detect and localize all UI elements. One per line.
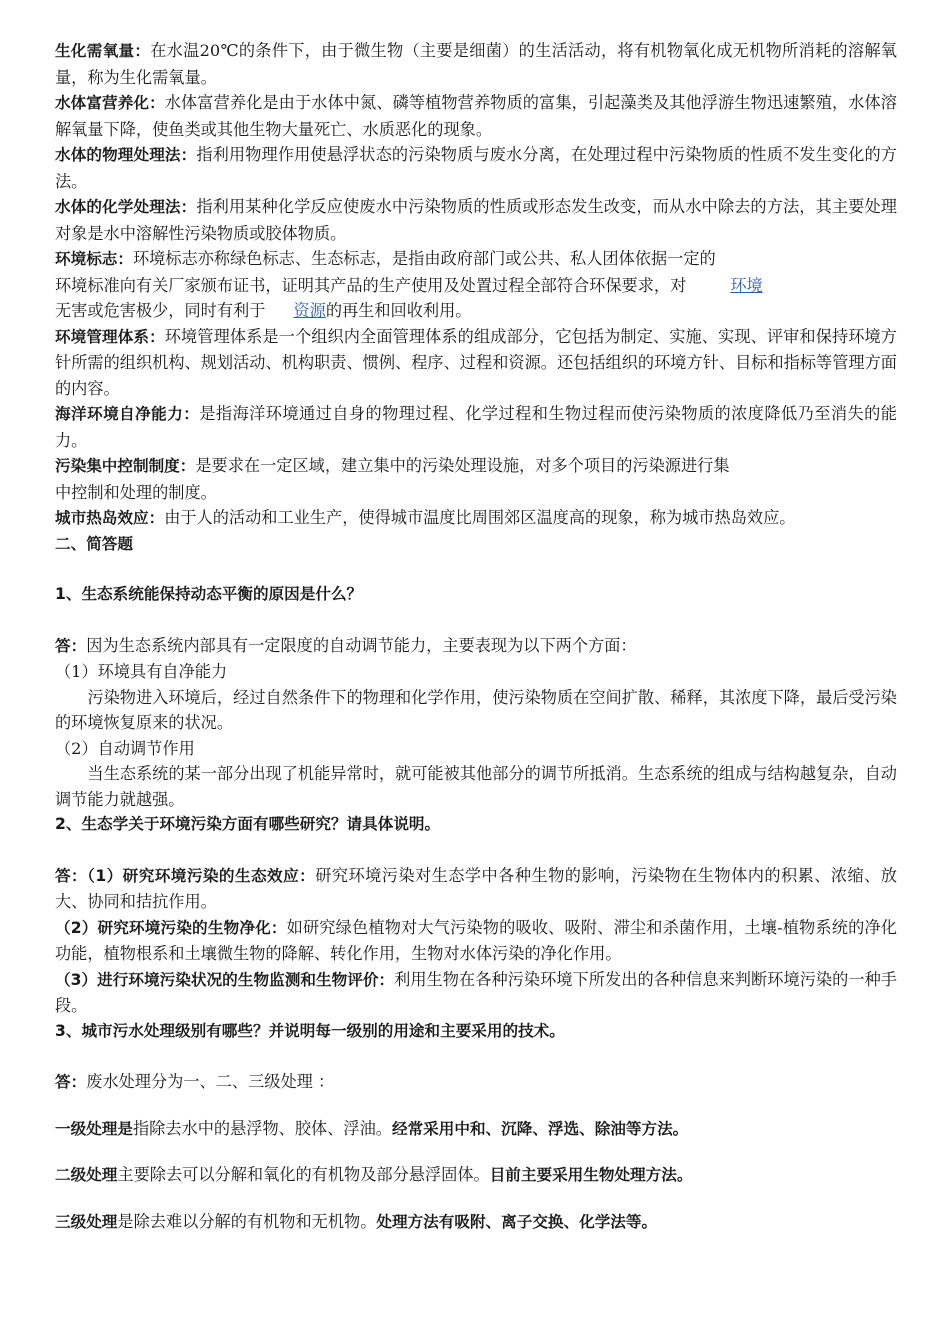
document-page	[55, 38, 897, 1235]
definition-ems: 环境管理体系：环境管理体系是一个组织内全面管理体系的组成部分，它包括为制定、实施、实现、评审和保持环境方针所需的组织机构、规划活动、机构职责、惯例、程序、过程和资源。还包括组织的环境方针、目标和指标等管理方面的内容。	[55, 326, 897, 398]
answer-label: 答：	[55, 1073, 87, 1091]
definition-chemical-treatment: 水体的化学处理法：指利用某种化学反应使废水中污染物质的性质或形态发生改变，而从水中除去的方法，其主要处理对象是水中溶解性污染物质或胶体物质。	[55, 197, 897, 243]
level-method: 经常采用中和、沉降、浮选、除油等方法。	[391, 1119, 689, 1138]
item-text: 研究环境污染对生态学中各种生物的影响，污染物在生物体内的积累、浓缩、放大、协同和拮抗作用。	[55, 865, 897, 911]
definition-text-line3a: 无害或危害极少，同时有利于	[55, 301, 266, 320]
term-label: 城市热岛效应	[55, 509, 149, 527]
definition-text: 指利用物理作用使悬浮状态的污染物质与废水分离，在处理过程中污染物质的性质不发生变化的方法。	[55, 145, 897, 191]
link-resource[interactable]: 资源	[293, 301, 326, 320]
question-3: 3、城市污水处理级别有哪些？并说明每一级别的用途和主要采用的技术。	[55, 1021, 565, 1040]
answer-1-point2-title: （2）自动调节作用	[55, 738, 195, 758]
definition-text: 环境管理体系是一个组织内全面管理体系的组成部分，它包括为制定、实施、实现、评审和保持环境方针所需的组织机构、规划活动、机构职责、惯例、程序、过程和资源。还包括组织的环境方针、目标和指标等管理方面的内容。	[55, 326, 897, 398]
definition-physical-treatment: 水体的物理处理法：指利用物理作用使悬浮状态的污染物质与废水分离，在处理过程中污染物质的性质不发生变化的方法。	[55, 145, 897, 191]
item-title: （1）研究环境污染的生态效应：	[87, 866, 316, 885]
item-title: （3）进行环境污染状况的生物监测和生物评价：	[55, 970, 395, 989]
definition-text: 是指海洋环境通过自身的物理过程、化学过程和生物过程而使污染物质的浓度降低乃至消失的能力。	[55, 404, 897, 450]
answer-label: 答：	[55, 866, 88, 885]
item-text: 如研究绿色植物对大气污染物的吸收、吸附、滞尘和杀菌作用，土壤-植物系统的净化功能，植物根系和土壤微生物的降解、转化作用，生物对水体污染的净化作用。	[55, 917, 897, 963]
level-text: 主要除去可以分解和氧化的有机物及部分悬浮固体。	[117, 1165, 490, 1184]
definition-bod: 生化需氧量：在水温20℃的条件下，由于微生物（主要是细菌）的生活活动，将有机物氧化成无机物所消耗的溶解氧量，称为生化需氧量。	[55, 41, 897, 87]
definition-text-line2: 中控制和处理的制度。	[55, 482, 217, 502]
level-method: 处理方法有吸附、离子交换、化学法等。	[376, 1212, 658, 1231]
link-environment[interactable]: 环境	[730, 275, 763, 295]
definition-heat-island: 城市热岛效应：由于人的活动和工业生产，使得城市温度比周围郊区温度高的现象，称为城市热岛效应。	[55, 508, 796, 527]
term-label: 环境标志	[55, 250, 118, 268]
level-text: 是除去难以分解的有机物和无机物。	[117, 1211, 377, 1231]
definition-text: 指利用某种化学反应使废水中污染物质的性质或形态发生改变，而从水中除去的方法，其主要处理对象是水中溶解性污染物质或胶体物质。	[55, 197, 897, 243]
answer-2-item3	[55, 967, 897, 1019]
answer-3-level2	[55, 1162, 897, 1189]
definition-text-line1: 是要求在一定区域，建立集中的污染处理设施，对多个项目的污染源进行集	[195, 456, 730, 475]
answer-text: 废水处理分为一、二、三级处理 ：	[86, 1072, 335, 1091]
term-label: 水体的化学处理法	[55, 198, 181, 216]
answer-2-item1	[55, 863, 897, 915]
definition-centralized-control: 污染集中控制制度：是要求在一定区域，建立集中的污染处理设施，对多个项目的污染源进行集 中控制和处理的制度。	[55, 453, 897, 505]
term-label: 污染集中控制制度	[55, 457, 180, 475]
section-title: 二、简答题	[55, 534, 133, 553]
answer-1-point1-text: 污染物进入环境后，经过自然条件下的物理和化学作用，使污染物质在空间扩散、稀释，其浓度下降，最后受污染的环境恢复原来的状况。	[55, 687, 897, 732]
definition-eco-label: 环境标志：环境标志亦称绿色标志、生态标志，是指由政府部门或公共、私人团体依据一定的 环境标准向有关厂家颁布证书，证明其产品的生产使用及处置过程全部符合环保要求，对 环境 无害或危害极少，同时有利于 资源的再生和回收利用。	[55, 249, 763, 320]
definition-text-line1: 环境标志亦称绿色标志、生态标志，是指由政府部门或公共、私人团体依据一定的	[133, 249, 716, 268]
answer-3-level3	[55, 1209, 897, 1236]
term-label: 水体富营养化	[55, 94, 150, 112]
definition-ocean-self-purification: 海洋环境自净能力：是指海洋环境通过自身的物理过程、化学过程和生物过程而使污染物质的浓度降低乃至消失的能力。	[55, 404, 897, 450]
definition-text: 由于人的活动和工业生产，使得城市温度比周围郊区温度高的现象，称为城市热岛效应。	[164, 508, 796, 527]
term-label: 环境管理体系	[55, 327, 150, 346]
level-text: 指除去水中的悬浮物、胶体、浮油。	[132, 1118, 392, 1138]
answer-label: 答：	[55, 636, 87, 655]
definition-text-line3b: 的再生和回收利用。	[325, 301, 472, 320]
term-label: 水体的物理处理法	[55, 146, 181, 164]
definition-text: 水体富营养化是由于水体中氮、磷等植物营养物质的富集，引起藻类及其他浮游生物迅速繁殖，水体溶解氧量下降，使鱼类或其他生物大量死亡、水质恶化的现象。	[55, 93, 897, 139]
question-2: 2、生态学关于环境污染方面有哪些研究？请具体说明。	[55, 815, 441, 833]
answer-3-intro	[55, 1069, 897, 1096]
answer-1-point2-text: 当生态系统的某一部分出现了机能异常时，就可能被其他部分的调节所抵消。生态系统的组成与结构越复杂，自动调节能力就越强。	[55, 764, 897, 809]
question-1: 1、生态系统能保持动态平衡的原因是什么？	[55, 585, 363, 603]
item-title: （2）研究环境污染的生物净化：	[55, 918, 287, 937]
level-name: 二级处理	[55, 1166, 118, 1184]
answer-3-level1	[55, 1116, 897, 1143]
answer-text: 因为生态系统内部具有一定限度的自动调节能力，主要表现为以下两个方面：	[86, 635, 637, 655]
level-name: 一级处理是	[55, 1119, 133, 1138]
definition-eutrophication: 水体富营养化：水体富营养化是由于水体中氮、磷等植物营养物质的富集，引起藻类及其他浮游生物迅速繁殖，水体溶解氧量下降，使鱼类或其他生物大量死亡、水质恶化的现象。	[55, 93, 897, 139]
answer-2-item2	[55, 915, 897, 967]
answer-1-intro	[55, 633, 897, 660]
level-name: 三级处理	[55, 1212, 118, 1231]
definition-text: 在水温20℃的条件下，由于微生物（主要是细菌）的生活活动，将有机物氧化成无机物所消耗的溶解氧量，称为生化需氧量。	[55, 41, 897, 87]
item-text: 利用生物在各种污染环境下所发出的各种信息来判断环境污染的一种手段。	[55, 969, 897, 1015]
term-label: 海洋环境自净能力	[55, 405, 184, 423]
definition-text-line2: 环境标准向有关厂家颁布证书，证明其产品的生产使用及处置过程全部符合环保要求，对	[55, 275, 687, 295]
term-label: 生化需氧量	[55, 42, 135, 60]
answer-1-point1-title: （1）环境具有自净能力	[55, 662, 228, 681]
level-method: 目前主要采用生物处理方法。	[489, 1166, 693, 1184]
